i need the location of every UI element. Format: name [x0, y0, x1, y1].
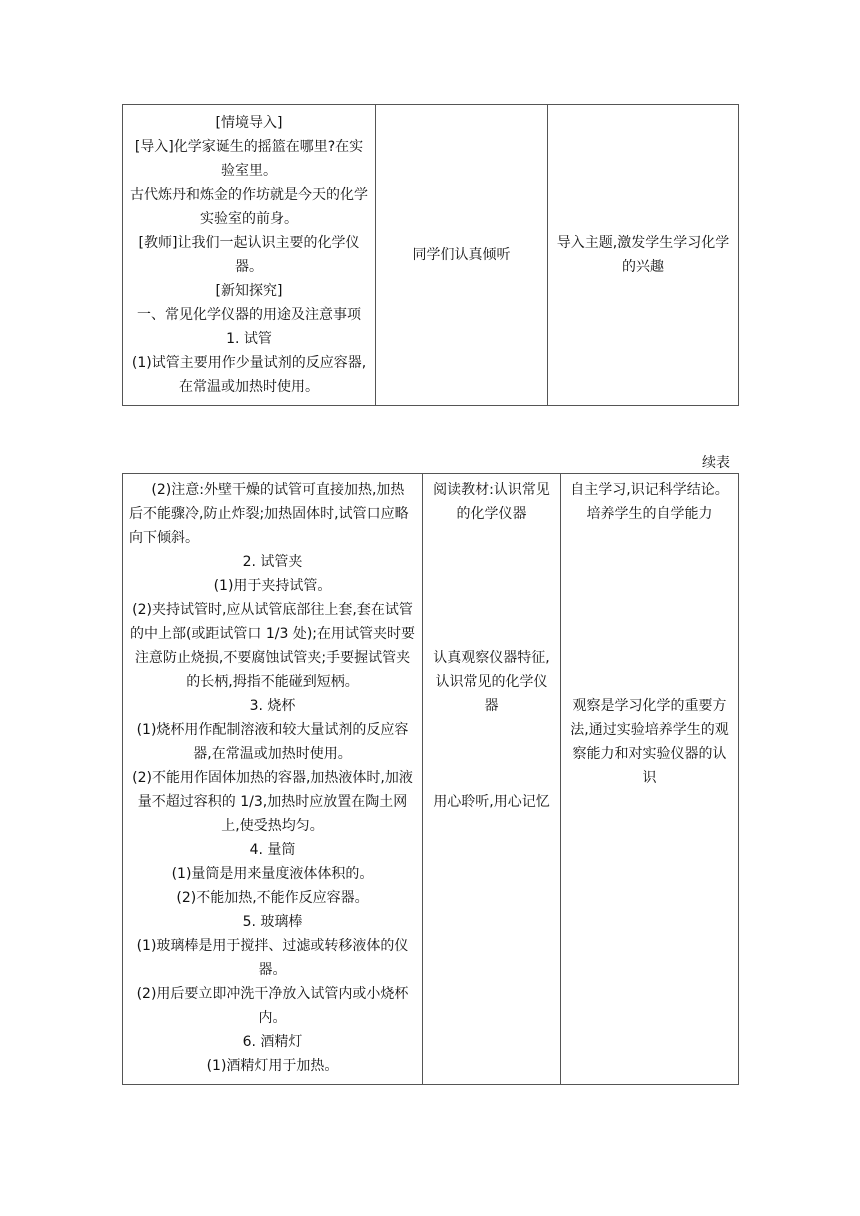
- teacher-line: (2)注意:外壁干燥的试管可直接加热,加热后不能骤冷,防止炸裂;加热固体时,试管口应略向下倾斜。: [129, 482, 409, 546]
- teacher-line: 2. 试管夹: [242, 554, 303, 570]
- student-activity: 用心聆听,用心记忆: [433, 794, 550, 810]
- teacher-activity-cell: [123, 474, 423, 1085]
- teacher-line: [教师]让我们一起认识主要的化学仪器。: [138, 235, 360, 275]
- table-row: [123, 105, 739, 406]
- teacher-line: 1. 试管: [226, 331, 272, 347]
- teacher-line: (2)夹持试管时,应从试管底部往上套,套在试管的中上部(或距试管口 1/3 处);在用试管夹时要注意防止烧损,不要腐蚀试管夹;手要握试管夹的长柄,拇指不能碰到短柄。: [129, 602, 416, 690]
- teacher-line: 5. 玻璃棒: [242, 914, 303, 930]
- lesson-table-1: [122, 104, 739, 406]
- teacher-line: 一、常见化学仪器的用途及注意事项: [137, 307, 361, 323]
- teacher-line: (2)不能加热,不能作反应容器。: [176, 890, 369, 906]
- student-activity-cell: [423, 474, 561, 1085]
- teacher-line: (2)用后要立即冲洗干净放入试管内或小烧杯内。: [136, 986, 409, 1026]
- teacher-line: (1)酒精灯用于加热。: [206, 1058, 339, 1074]
- teacher-activity-cell: [123, 105, 376, 406]
- teacher-line: [新知探究]: [215, 283, 283, 299]
- teacher-line: (1)用于夹持试管。: [213, 578, 332, 594]
- continued-label: 续表: [702, 455, 730, 471]
- lesson-table-2: [122, 473, 739, 1085]
- table-row: [123, 474, 739, 1085]
- student-activity: 阅读教材:认识常见的化学仪器: [433, 482, 550, 522]
- teacher-line: (1)烧杯用作配制溶液和较大量试剂的反应容器,在常温或加热时使用。: [136, 722, 409, 762]
- teacher-line: (1)量筒是用来量度液体体积的。: [171, 866, 374, 882]
- design-intent: 自主学习,识记科学结论。培养学生的自学能力: [570, 482, 729, 522]
- design-intent: 观察是学习化学的重要方法,通过实验培养学生的观察能力和对实验仪器的认识: [570, 698, 729, 786]
- teacher-line: 6. 酒精灯: [242, 1034, 303, 1050]
- design-intent-cell: [561, 474, 739, 1085]
- teacher-line: [导入]化学家诞生的摇篮在哪里?在实验室里。: [134, 139, 364, 179]
- teacher-line: 3. 烧杯: [249, 698, 296, 714]
- teacher-line: (1)玻璃棒是用于搅拌、过滤或转移液体的仪器。: [136, 938, 409, 978]
- teacher-line: (1)试管主要用作少量试剂的反应容器,在常温或加热时使用。: [131, 355, 367, 395]
- student-activity: 认真观察仪器特征,认识常见的化学仪器: [433, 650, 550, 714]
- teacher-line: (2)不能用作固体加热的容器,加热液体时,加液量不超过容积的 1/3,加热时应放置在陶土网上,使受热均匀。: [132, 770, 413, 834]
- student-activity-cell: 同学们认真倾听: [376, 105, 548, 406]
- teacher-line: 古代炼丹和炼金的作坊就是今天的化学实验室的前身。: [130, 187, 368, 227]
- design-intent-cell: 导入主题,激发学生学习化学的兴趣: [548, 105, 739, 406]
- teacher-line: 4. 量筒: [249, 842, 296, 858]
- teacher-line: [情境导入]: [215, 115, 283, 131]
